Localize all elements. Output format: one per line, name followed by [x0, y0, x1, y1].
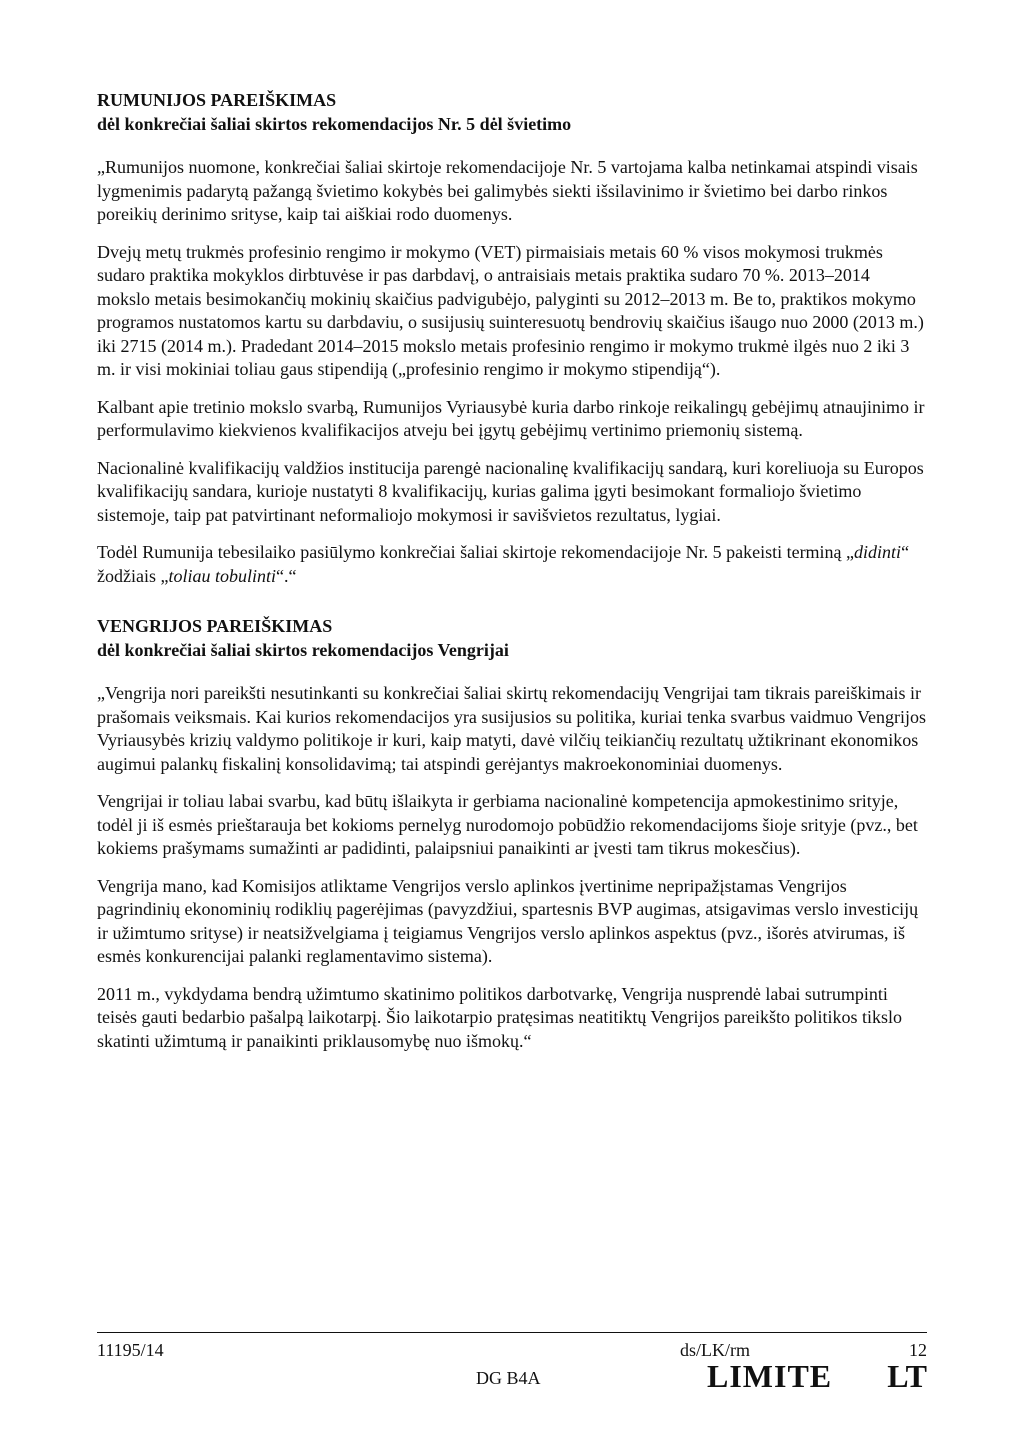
paragraph: „Vengrija nori pareikšti nesutinkanti su konkrečiai šaliai skirtų rekomendacijų Vengrijai tam tikrais pareiškimais ir prašomais veiksmais. Kai kurios rekomendacijos yra susijusios su politika, kuriai tenka svarbus vaidmuo Vengrijos Vyriausybės krizių valdymo politikoje ir kuri, kaip matyti, davė vilčių teikiančių rezultatų užtikrinant ekonomikos augimui palankų fiskalinį konsolidavimą; tai atspindi gerėjantys makroekonominiai duomenys.: [97, 683, 927, 774]
closing-text-middle: “ žodžiais „: [97, 542, 910, 586]
paragraph: Dvejų metų trukmės profesinio rengimo ir mokymo (VET) pirmaisiais metais 60 % visos mokymosi trukmės sudaro praktika mokyklos dirbtuvėse ir pas darbdavį, o antraisiais metais praktika sudaro 70 %. 2013–2014 mokslo metais besimokančių mokinių skaičius padvigubėjo, palyginti su 2012–2013 m. Be to, praktikos mokymo programos nustatomos kartu su darbdaviu, o susijusių suinteresuotų bendrovių skaičius išaugo nuo 2000 (2013 m.) iki 2715 (2014 m.). Pradedant 2014–2015 mokslo metais profesinio rengimo ir mokymo trukmė ilgės nuo 2 iki 3 m. ir visi mokiniai toliau gaus stipendiją („profesinio rengimo ir mokymo stipendiją“).: [97, 241, 924, 379]
closing-paragraph: [97, 541, 927, 588]
term-toliau-tobulinti: toliau tobulinti: [168, 565, 276, 586]
directorate-code: DG B4A: [476, 1368, 541, 1388]
page-footer: [97, 1332, 927, 1412]
paragraph: 2011 m., vykdydama bendrą užimtumo skatinimo politikos darbotvarkę, Vengrija nusprendė labai sutrumpinti teisės gauti bedarbio pašalpą laikotarpį. Šio laikotarpio pratęsimas neatitiktų Vengrijos pareikšto politikos tikslo skatinti užimtumą ir panaikinti priklausomybę nuo išmokų.“: [97, 983, 903, 1051]
document-number: 11195/14: [97, 1340, 164, 1360]
closing-text-start: Todėl Rumunija tebesilaiko pasiūlymo konkrečiai šaliai skirtoje rekomendacijoje Nr. 5 pakeisti terminą „: [97, 542, 855, 562]
paragraph: Vengrija mano, kad Komisijos atliktame Vengrijos verslo aplinkos įvertinime nepripažįstamas Vengrijos pagrindinių ekonominių rodiklių pagerėjimas (pavyzdžiui, spartesnis BVP augimas, atsigavimas verslo investicijų ir užimtumo srityse) ir neatsižvelgiama į teigiamus Vengrijos verslo aplinkos aspektus (pvz., išorės atvirumas, iš esmės konkurencijai palanki reglamentavimo sistema).: [97, 875, 919, 966]
term-didinti: didinti: [854, 542, 902, 562]
document-body: [97, 88, 927, 1079]
paragraph: Kalbant apie tretinio mokslo svarbą, Rumunijos Vyriausybė kuria darbo rinkoje reikalingų gebėjimų atnaujinimo ir performulavimo kiekvienos kvalifikacijos atveju bei įgytų gebėjimų vertinimo priemonių sistemą.: [97, 396, 925, 440]
section-hungary: [97, 614, 927, 1053]
language-code: LT: [887, 1358, 927, 1394]
footer-divider: [97, 1332, 927, 1333]
page-number: 12: [909, 1340, 927, 1360]
paragraph: „Rumunijos nuomone, konkrečiai šaliai skirtoje rekomendacijoje Nr. 5 vartojama kalba netinkamai atspindi visais lygmenimis padarytą pažangą švietimo kokybės bei galimybės siekti išsilavinimo ir švietimo bei darbo rinkos poreikių derinimo srityse, kaip tai aiškiai rodo duomenys.: [97, 157, 918, 224]
closing-text-end: “.“: [275, 565, 297, 586]
section-subtitle: dėl konkrečiai šaliai skirtos rekomendacijos Vengrijai: [97, 640, 509, 660]
paragraph: Vengrijai ir toliau labai svarbu, kad būtų išlaikyta ir gerbiama nacionalinė kompetencija apmokestinimo srityje, todėl ji iš esmės prieštarauja bet kokioms pernelyg nurodomojo pobūdžio rekomendacijoms šioje srityje (pvz., bet kokiems prašymams sumažinti ar padidinti, palaipsniui panaikinti ar įvesti tam tikrus mokesčius).: [97, 791, 918, 858]
author-reference: ds/LK/rm: [680, 1340, 750, 1360]
paragraph: Nacionalinė kvalifikacijų valdžios institucija parengė nacionalinę kvalifikacijų sandarą, kuri koreliuoja su Europos kvalifikacijų sandara, kurioje nustatyti 8 kvalifikacijų, kurias galima įgyti besimokant formaliojo švietimo sistemoje, taip pat patvirtinant neformaliojo mokymosi ir savišvietos rezultatus, lygiai.: [97, 457, 924, 525]
section-romania: [97, 88, 927, 588]
section-title: VENGRIJOS PAREIŠKIMAS: [97, 616, 333, 636]
section-subtitle: dėl konkrečiai šaliai skirtos rekomendacijos Nr. 5 dėl švietimo: [97, 114, 572, 134]
classification-marking: LIMITE: [707, 1358, 833, 1394]
section-title: RUMUNIJOS PAREIŠKIMAS: [97, 90, 337, 110]
